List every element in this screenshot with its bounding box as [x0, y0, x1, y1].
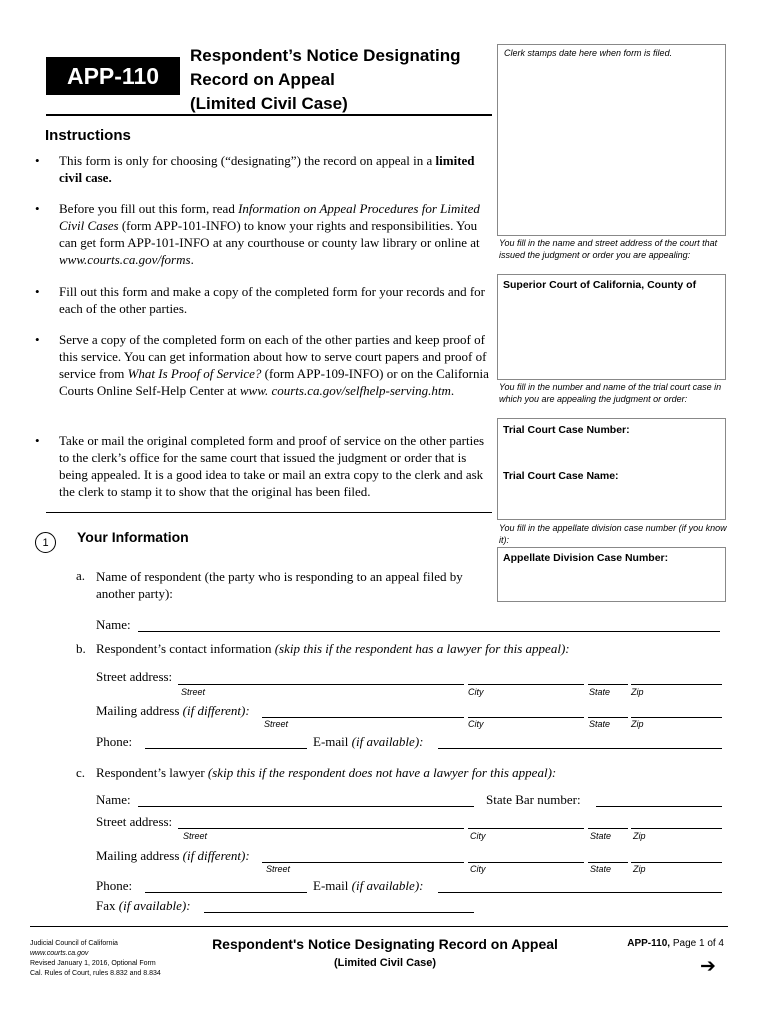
- instruction-bullet-5: • Take or mail the original completed form and proof of service on the other parties to the clerk’s office for the same court that issued the judgment or order that is being appealed. It is a good idea to take or mail an extra copy to the clerk and ask the clerk to stamp it to show that the original has been filed.: [35, 432, 490, 500]
- lawyer-fax-label: [96, 898, 191, 914]
- section-number: 1: [35, 532, 56, 553]
- respondent-email-label: [313, 734, 423, 750]
- bullet-5-text: Take or mail the original completed form and proof of service on the other parties to the clerk’s office for the same court that issued the judgment or order that is being appealed. It is a good idea to take or mail an extra copy to the clerk and ask the clerk to stamp it to show that the original has been filed.: [59, 433, 485, 499]
- respondent-mailing-state-field[interactable]: [588, 717, 628, 718]
- sub-city: City: [470, 864, 486, 874]
- bullet-4-text-2: (form APP-109-INFO) or on the California Courts Online Self-Help Center at: [59, 366, 489, 398]
- instruction-bullet-1: • This form is only for choosing (“designating”) the record on appeal in a limited civil case.: [35, 153, 475, 185]
- sub-state: State: [590, 831, 612, 841]
- mailing-label: Mailing address: [96, 848, 183, 863]
- bullet-4-italic-1: What Is Proof of Service?: [127, 366, 262, 381]
- lawyer-street-field[interactable]: [178, 828, 464, 829]
- email-italic: (if available):: [351, 878, 424, 893]
- footer-title: Respondent's Notice Designating Record on Appeal: [212, 936, 558, 952]
- lawyer-mailing-street-field[interactable]: [262, 862, 464, 863]
- court-label: Superior Court of California, County of: [503, 279, 697, 291]
- respondent-city-field[interactable]: [468, 684, 584, 685]
- item-b-italic: (skip this if the respondent has a lawyer for this appeal):: [274, 641, 570, 656]
- trial-name-field[interactable]: [498, 487, 725, 517]
- item-c-italic: (skip this if the respondent does not have a lawyer for this appeal):: [207, 765, 557, 780]
- respondent-street-field[interactable]: [178, 684, 464, 685]
- email-label: E-mail: [313, 878, 352, 893]
- bullet-4-text-3: .: [450, 383, 455, 398]
- respondent-street-label: Street address:: [96, 669, 173, 684]
- trial-name-label: Trial Court Case Name:: [503, 470, 619, 482]
- trial-case-box: [497, 418, 726, 520]
- form-title-line-2: Record on Appeal: [190, 70, 335, 89]
- item-b-text: [96, 641, 570, 657]
- bullet-2-text-1: Before you fill out this form, read: [59, 201, 239, 216]
- instruction-bullet-3: • Fill out this form and make a copy of the completed form for your records and for each of the other parties.: [35, 283, 490, 317]
- respondent-mailing-city-field[interactable]: [468, 717, 584, 718]
- footer-rules: Cal. Rules of Court, rules 8.832 and 8.834: [30, 970, 161, 977]
- respondent-name-label: Name:: [96, 617, 131, 632]
- lawyer-phone-field[interactable]: [145, 892, 307, 893]
- footer-divider: [30, 926, 728, 927]
- instruction-bullet-2: • Before you fill out this form, read Information on Appeal Procedures for Limited Civil Cases (form APP-101-INFO) to know your rights and responsibilities. You can get form APP-101-INFO at any courthouse or county law library or online at www.courts.ca.gov/forms.: [35, 201, 480, 267]
- self-help-link[interactable]: www. courts.ca.gov/selfhelp-serving.htm: [239, 383, 451, 398]
- sub-city: City: [468, 719, 484, 729]
- respondent-zip-field[interactable]: [631, 684, 722, 685]
- sub-street: Street: [183, 831, 208, 841]
- forms-link[interactable]: www.courts.ca.gov/forms: [59, 252, 191, 267]
- mailing-italic: (if different):: [182, 848, 250, 863]
- state-bar-label: State Bar number:: [486, 792, 581, 807]
- appellate-label: Appellate Division Case Number:: [503, 552, 669, 564]
- form-title-line-1: Respondent’s Notice Designating: [190, 46, 461, 65]
- respondent-mailing-label: [96, 703, 250, 719]
- form-title-line-3: (Limited Civil Case): [190, 94, 348, 113]
- item-b-label: Respondent’s contact information: [96, 641, 275, 656]
- respondent-email-field[interactable]: [438, 748, 722, 749]
- lawyer-street-label: Street address:: [96, 814, 173, 829]
- sub-state: State: [589, 687, 611, 697]
- sub-zip: Zip: [633, 831, 646, 841]
- footer-left: [30, 939, 161, 979]
- lawyer-name-field[interactable]: [138, 806, 474, 807]
- respondent-mailing-street-field[interactable]: [262, 717, 464, 718]
- fax-label: Fax: [96, 898, 119, 913]
- clerk-stamp-box: [497, 44, 726, 236]
- email-italic: (if available):: [351, 734, 424, 749]
- item-b-letter: b.: [76, 641, 86, 656]
- header-divider: [46, 114, 492, 116]
- lawyer-mailing-zip-field[interactable]: [631, 862, 722, 863]
- sub-state: State: [590, 864, 612, 874]
- footer-org: Judicial Council of California: [30, 940, 118, 947]
- lawyer-zip-field[interactable]: [631, 828, 722, 829]
- respondent-phone-label: Phone:: [96, 734, 133, 749]
- footer-url[interactable]: www.courts.ca.gov: [30, 950, 89, 957]
- mailing-label: Mailing address: [96, 703, 183, 718]
- lawyer-mailing-label: [96, 848, 250, 864]
- sub-state: State: [589, 719, 611, 729]
- form-title: [190, 44, 490, 116]
- bullet-2-text-3: .: [190, 252, 194, 267]
- sub-street: Street: [181, 687, 206, 697]
- sub-street: Street: [264, 719, 289, 729]
- bullet-1-bold: limited civil case.: [59, 153, 475, 185]
- lawyer-email-field[interactable]: [438, 892, 722, 893]
- appellate-case-number-field[interactable]: [497, 547, 726, 602]
- sub-zip: Zip: [631, 719, 644, 729]
- bullet-4-text-1: Serve a copy of the completed form on each of the other parties and keep proof of this service. You can get information about how to serve court papers and proof of service from: [59, 332, 487, 381]
- sub-city: City: [468, 687, 484, 697]
- appellate-note: You fill in the appellate division case number (if you know it):: [499, 523, 727, 545]
- lawyer-fax-field[interactable]: [204, 912, 474, 913]
- lawyer-city-field[interactable]: [468, 828, 584, 829]
- clerk-stamp-note: Clerk stamps date here when form is filed.: [504, 48, 673, 58]
- item-c-letter: c.: [76, 765, 86, 780]
- trial-case-note: You fill in the number and name of the trial court case in which you are appealing the judgment or order:: [499, 382, 722, 404]
- respondent-phone-field[interactable]: [145, 748, 307, 749]
- lawyer-mailing-state-field[interactable]: [588, 862, 628, 863]
- respondent-name-field[interactable]: [138, 631, 720, 632]
- lawyer-phone-label: Phone:: [96, 878, 133, 893]
- sub-zip: Zip: [633, 864, 646, 874]
- bullet-2-italic-1: Information on Appeal Procedures for Limited Civil Cases: [59, 201, 480, 233]
- instructions-heading: Instructions: [45, 127, 131, 144]
- mailing-italic: (if different):: [182, 703, 250, 718]
- footer-form-id: APP-110,: [627, 938, 671, 949]
- footer-subtitle: (Limited Civil Case): [333, 957, 437, 969]
- sub-street: Street: [266, 864, 291, 874]
- footer-page-info: [600, 938, 724, 949]
- lawyer-name-label: Name:: [96, 792, 131, 807]
- lawyer-mailing-city-field[interactable]: [468, 862, 584, 863]
- trial-number-label: Trial Court Case Number:: [503, 424, 630, 436]
- respondent-mailing-zip-field[interactable]: [631, 717, 722, 718]
- court-note: You fill in the name and street address of the court that issued the judgment or order you are appealing:: [499, 238, 718, 260]
- form-id-badge: APP-110: [46, 57, 180, 95]
- item-c-text: [96, 765, 556, 781]
- item-a-letter: a.: [76, 568, 86, 583]
- item-a-text: Name of respondent (the party who is responding to an appeal filed by another party):: [96, 569, 463, 601]
- footer-page-number: Page 1 of 4: [670, 938, 724, 949]
- lawyer-state-field[interactable]: [588, 828, 628, 829]
- email-label: E-mail: [313, 734, 352, 749]
- bullet-3-text: Fill out this form and make a copy of the completed form for your records and for each of the other parties.: [59, 284, 485, 316]
- instructions-divider: [46, 512, 492, 513]
- trial-number-field[interactable]: [498, 441, 725, 467]
- bullet-1-text: This form is only for choosing (“designating”) the record on appeal in a: [59, 153, 433, 168]
- court-name-field[interactable]: [497, 274, 726, 380]
- bullet-2-text-2: (form APP-101-INFO) to know your rights and responsibilities. You can get form APP-101-INFO at any courthouse or county law library or online at: [59, 218, 480, 250]
- instruction-bullet-4: • Serve a copy of the completed form on each of the other parties and keep proof of this service. You can get information about how to serve court papers and proof of service from What Is Proof of Service? (form APP-109-INFO) or on the California Courts Online Self-Help Center at www. courts.ca.gov/selfhelp-serving.htm.: [35, 332, 489, 398]
- fax-italic: (if available):: [118, 898, 191, 913]
- item-c-label: Respondent’s lawyer: [96, 765, 208, 780]
- section-title: Your Information: [77, 529, 189, 545]
- sub-city: City: [470, 831, 486, 841]
- respondent-state-field[interactable]: [588, 684, 628, 685]
- sub-zip: Zip: [631, 687, 644, 697]
- footer-revised: Revised January 1, 2016, Optional Form: [30, 960, 156, 967]
- lawyer-email-label: [313, 878, 423, 894]
- state-bar-field[interactable]: [596, 806, 722, 807]
- next-page-arrow-icon[interactable]: ➔: [700, 956, 716, 977]
